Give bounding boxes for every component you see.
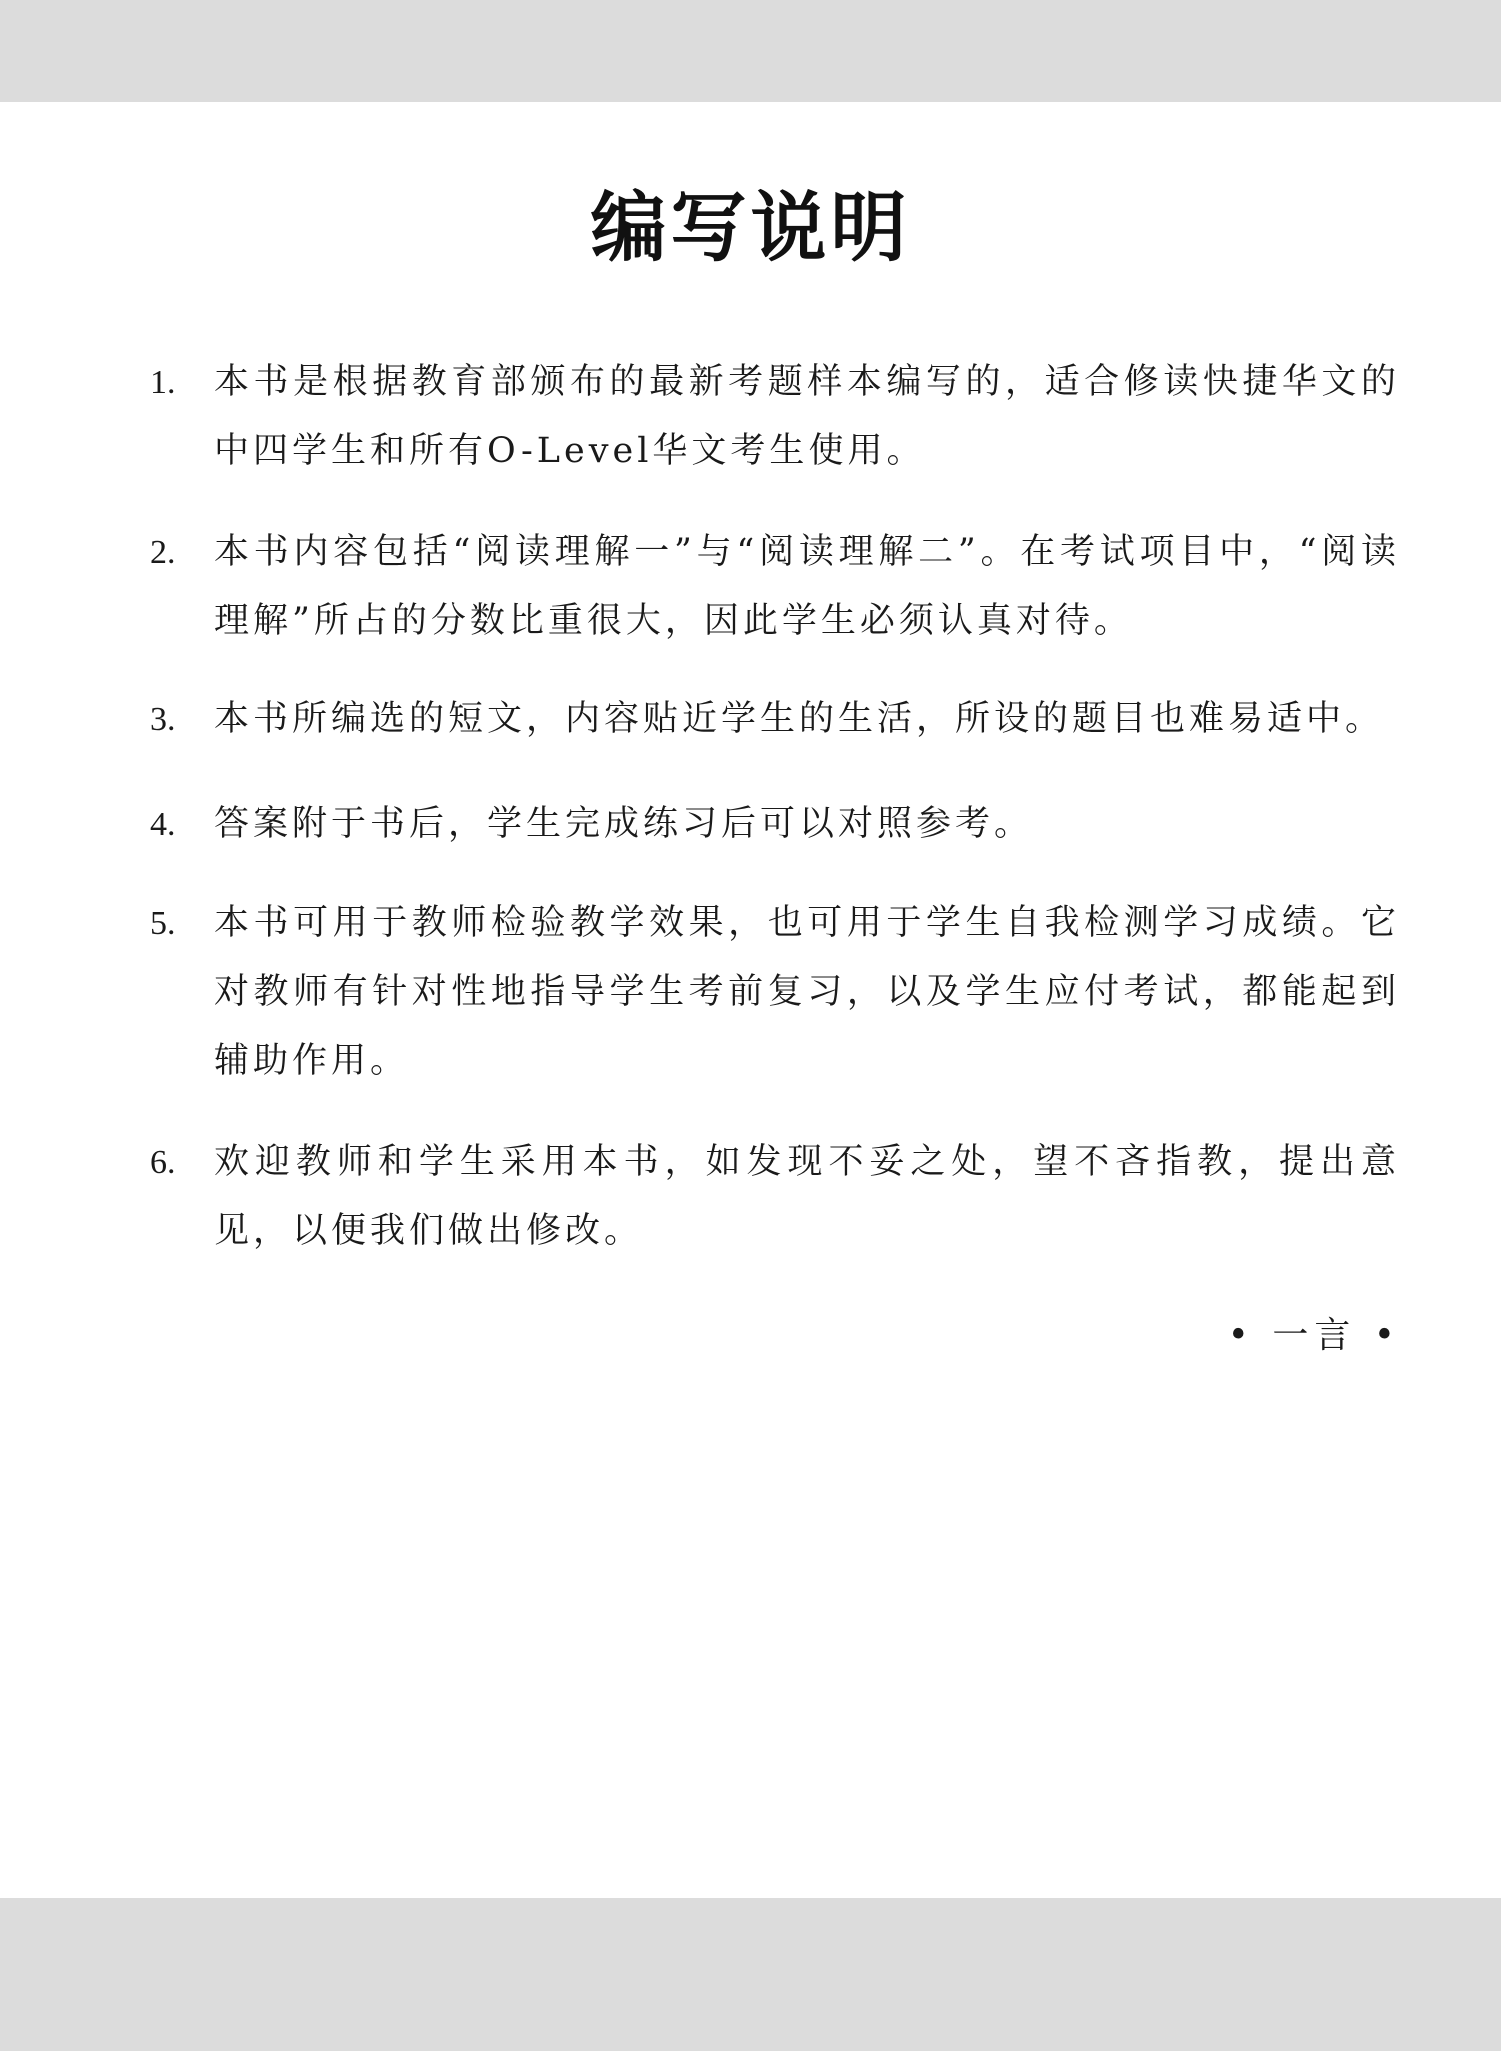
- item-number: 1.: [150, 364, 176, 401]
- item-number: 3.: [150, 701, 176, 738]
- list-item: [150, 889, 1400, 1096]
- page-top-margin: [0, 0, 1501, 102]
- item-text: 答案附于书后，学生完成练习后可以对照参考。: [214, 804, 1034, 844]
- item-text: 欢迎教师和学生采用本书，如发现不妥之处，望不吝指教，提出意见，以便我们做出修改。: [214, 1142, 1400, 1251]
- list-item: [150, 348, 1400, 486]
- page-bottom-margin: [0, 1898, 1501, 2051]
- item-number: 2.: [150, 534, 176, 571]
- list-item: [150, 1128, 1400, 1266]
- author-signature: • 一言 •: [1227, 1315, 1401, 1356]
- item-number: 5.: [150, 905, 176, 942]
- page-title: 编写说明: [590, 183, 911, 272]
- list-item: [150, 790, 1400, 859]
- item-text: 本书所编选的短文，内容贴近学生的生活，所设的题目也难易适中。: [214, 699, 1385, 739]
- list-item: [150, 685, 1400, 754]
- item-number: 6.: [150, 1144, 176, 1181]
- list-item: [150, 518, 1400, 656]
- item-text: 本书可用于教师检验教学效果，也可用于学生自我检测学习成绩。它对教师有针对性地指导学生考前复习，以及学生应付考试，都能起到辅助作用。: [214, 903, 1400, 1081]
- item-text: 本书是根据教育部颁布的最新考题样本编写的，适合修读快捷华文的中四学生和所有O-Level华文考生使用。: [214, 362, 1400, 471]
- item-number: 4.: [150, 806, 176, 843]
- item-text: 本书内容包括“阅读理解一”与“阅读理解二”。在考试项目中，“阅读理解”所占的分数比重很大，因此学生必须认真对待。: [214, 532, 1400, 641]
